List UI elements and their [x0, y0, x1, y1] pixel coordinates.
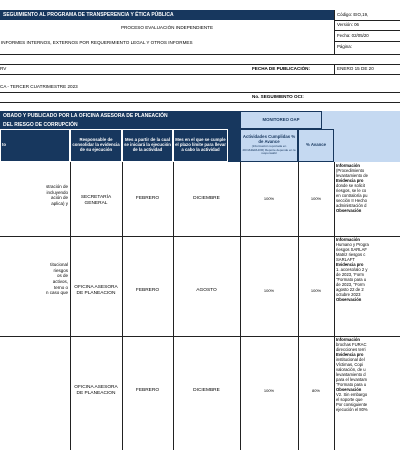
info-line	[0, 92, 400, 93]
observation-text: levantamiento d	[336, 372, 366, 378]
row1-activity-text: stración de incluyendo ación de aplica) y	[45, 184, 68, 206]
observation-text: (Procedimiento	[336, 168, 365, 174]
row2-cumplidas: 100%	[263, 287, 275, 293]
col-header-avance: % Avance	[298, 129, 334, 162]
observation-heading: Información	[336, 163, 360, 168]
observation-text: Víctimas, Copi	[336, 362, 363, 368]
observation-text: SARLAFT	[336, 257, 355, 263]
observation-heading: Evidencia pro	[336, 262, 364, 268]
observation-text: Matriz riesgos c	[336, 252, 366, 258]
band-title: OBADO Y PUBLICADO POR LA OFICINA ASESORA DE PLANEACIÓN	[0, 111, 240, 120]
observation-text: "Formato para u	[336, 382, 367, 388]
process-subtitle: PROCESO EVALUACIÓN INDEPENDIENTE	[120, 24, 214, 30]
observation-text: V2. Sin embargo	[336, 392, 368, 398]
observation-text: de 2023, 'Form	[336, 272, 365, 278]
observation-text: levantamiento de	[336, 173, 368, 179]
observation-heading: Observación	[336, 387, 362, 393]
observation-text: de 2023, "Form	[336, 282, 365, 288]
observation-text: riesgos SARLAF	[336, 247, 367, 253]
meta-page: Página:	[337, 44, 352, 49]
observation-text: octubre 2023	[336, 292, 361, 298]
observation-text: el soporte que	[336, 397, 363, 403]
col-line	[70, 162, 71, 450]
observation-line	[336, 407, 400, 412]
seguimiento-label: No. SEGUIMIENTO OCI:	[252, 94, 304, 99]
observation-line	[336, 297, 400, 302]
col-header-activity: to	[0, 129, 70, 162]
info-line	[0, 74, 400, 75]
row1-avance: 100%	[310, 195, 322, 201]
observation-text: direcciones terri	[336, 347, 366, 353]
row3-inicio: FEBRERO	[135, 388, 160, 394]
row3-responsable: OFICINA ASESORA DE PLANEACION	[74, 385, 118, 396]
meta-line	[334, 30, 400, 31]
row1-responsable: SECRETARÍA GENERAL	[80, 195, 112, 206]
observation-heading: Información	[336, 337, 360, 342]
meta-line	[334, 41, 400, 42]
obs-header-spacer	[334, 129, 400, 162]
row3-cumplidas: 100%	[263, 387, 275, 393]
observation-text: sección II Hecho	[336, 198, 367, 204]
row2-activity-text: titucional riesgos os de activos, terno o n caso que	[45, 262, 68, 296]
col-line	[298, 162, 299, 450]
row2-inicio: FEBRERO	[135, 288, 160, 294]
oap-spacer	[322, 111, 400, 129]
report-title: SEGUIMIENTO AL PROGRAMA DE TRANSPERENCIA Y ÉTICA PÚBLICA	[0, 10, 334, 20]
observation-line	[336, 208, 400, 213]
meta-divider	[334, 10, 335, 54]
row1-fin: DICIEMBRE	[193, 196, 220, 202]
row3-observations	[335, 337, 400, 450]
observation-text: 1. acceso/alo 2 y	[336, 267, 368, 273]
row2-avance: 100%	[310, 287, 322, 293]
report-subtitle: INFORMES INTERNOS, EXTERNOS POR REQUERIMIENTO LEGAL Y OTROS INFORMES	[1, 40, 193, 45]
col-header-cumplidas	[240, 129, 298, 162]
observation-text: "Formato para u	[336, 277, 367, 283]
observation-text: institucional del	[336, 357, 365, 363]
info-divider	[334, 64, 335, 74]
row2-fin: AGOSTO	[196, 288, 217, 294]
period-label: CA - TERCER CUATRIMESTRE 2023	[0, 84, 78, 89]
meta-date: Fecha: 02/05/20	[337, 33, 369, 38]
entity-code: RV	[0, 66, 7, 71]
observation-heading: Observación	[336, 297, 362, 303]
observation-text: para el levantam	[336, 377, 367, 383]
observation-text: donde se solicit	[336, 183, 365, 189]
band-subtitle: DEL RIESGO DE CORRUPCIÓN	[0, 120, 240, 129]
observation-heading: Evidencia pro	[336, 178, 364, 184]
row3-fin: DICIEMBRE	[193, 388, 220, 394]
publication-label: FECHA DE PUBLICACIÓN:	[252, 66, 311, 71]
col-header-inicio: Mes a partir de la cual se iniciará la ejecución de la actividad	[122, 129, 173, 162]
row1-observations	[335, 163, 400, 235]
cumplidas-note: (Información reportada en 2DO&3ERHOR) Reporte depende en la responsabil	[242, 144, 296, 156]
observation-text: ejecución el 80%	[336, 407, 368, 413]
observation-heading: Información	[336, 237, 360, 242]
header-bottom-line	[0, 54, 400, 55]
observation-heading: Observación	[336, 208, 362, 214]
observation-text: Humano y Progra	[336, 242, 369, 248]
col-header-responsable: Responsable de consolidar la evidencia de su ejecución	[70, 129, 122, 162]
meta-code: Código: EIO,19,	[337, 12, 369, 17]
fin-gap-spacer	[228, 129, 240, 162]
row2-observations	[335, 237, 400, 335]
row2-responsable: OFICINA ASESORA DE PLANEACION	[74, 285, 118, 296]
col-line	[240, 162, 241, 450]
observation-heading: Evidencia pro	[336, 352, 364, 358]
row1-inicio: FEBRERO	[135, 196, 160, 202]
cumplidas-label: Actividades Cumplidas % de Avance	[242, 134, 296, 145]
observation-text: valoración, de u	[336, 367, 366, 373]
info-line	[0, 102, 400, 103]
row1-cumplidas: 100%	[263, 195, 275, 201]
observation-text: brochas FURAC	[336, 342, 367, 348]
monitoreo-header: MONITOREO OAP	[240, 111, 322, 129]
publication-date: ENERO 15 DE 20	[337, 66, 374, 71]
col-header-fin: Mes en el que se cumple el plazo límite para llevar a cabo la actividad	[173, 129, 228, 162]
observation-text: en contraloría pu	[336, 193, 368, 199]
observation-text: riesgos, se le co	[336, 188, 367, 194]
observation-text: Por consiguiente	[336, 402, 368, 408]
info-line	[0, 64, 400, 65]
observation-text: agosto 22 de 2	[336, 287, 364, 293]
row3-avance: 80%	[311, 387, 320, 393]
meta-line	[334, 20, 400, 21]
observation-text: administración d	[336, 203, 367, 209]
meta-version: Versión: 06	[337, 22, 359, 27]
